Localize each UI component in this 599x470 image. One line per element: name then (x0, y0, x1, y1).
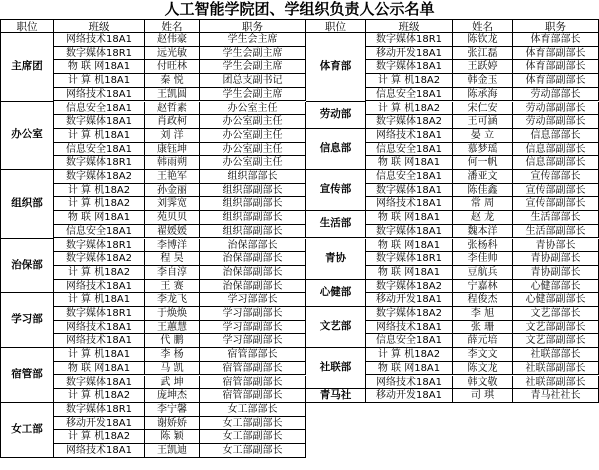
left-role-cell: 学生会副主席 (200, 88, 306, 102)
right-role-cell: 文艺部部长 (513, 307, 599, 321)
right-name-cell: 张江磊 (453, 47, 513, 61)
left-class-cell: 物 联 网18A1 (54, 362, 145, 376)
right-class-cell: 物 联 网18A1 (366, 362, 453, 376)
right-class-cell: 数字媒体18A1 (366, 60, 453, 74)
left-role-cell: 治保部副部长 (200, 266, 306, 280)
right-class-cell: 网络技术18A1 (366, 321, 453, 335)
left-class-cell: 数字媒体18R1 (54, 307, 145, 321)
right-name-cell: 司 琪 (453, 389, 513, 403)
left-class-cell: 数字媒体18R1 (54, 156, 145, 170)
right-group-label: 心健部 (306, 280, 366, 307)
left-name-cell: 李宁馨 (145, 403, 200, 417)
left-class-cell: 网络技术18A1 (54, 334, 145, 348)
right-name-cell: 李文文 (453, 348, 513, 362)
left-role-cell: 学习部副部长 (200, 307, 306, 321)
left-class-cell: 计 算 机18A1 (54, 348, 145, 362)
right-group-label: 体育部 (306, 33, 366, 102)
right-class-cell: 信息安全18A1 (366, 143, 453, 157)
left-class-cell: 网络技术18A1 (54, 444, 145, 458)
right-class-cell: 物 联 网18A1 (366, 156, 453, 170)
left-role-cell: 女工部部长 (200, 403, 306, 417)
right-header-position: 职位 (306, 19, 366, 33)
left-group-label: 学习部 (0, 293, 54, 348)
right-name-cell: 慕梦瑶 (453, 143, 513, 157)
left-role-cell: 学习部副部长 (200, 334, 306, 348)
left-class-cell: 计 算 机18A2 (54, 430, 145, 444)
right-role-cell: 体育部副部长 (513, 60, 599, 74)
left-name-cell: 王凯迪 (145, 444, 200, 458)
left-header-position: 职位 (0, 19, 54, 33)
right-class-cell: 网络技术18A1 (366, 376, 453, 390)
right-role-cell: 文艺部副部长 (513, 334, 599, 348)
right-class-cell: 计 算 机18A2 (366, 102, 453, 116)
right-class-cell: 移动开发18A1 (366, 47, 453, 61)
right-class-cell: 物 联 网18A1 (366, 211, 453, 225)
right-header-name: 姓名 (453, 19, 513, 33)
left-class-cell: 数字媒体18A2 (54, 252, 145, 266)
right-class-cell: 数字媒体18A2 (366, 307, 453, 321)
left-role-cell: 学生会副主席 (200, 60, 306, 74)
left-name-cell: 王艳军 (145, 170, 200, 184)
right-class-cell: 数字媒体18A1 (366, 184, 453, 198)
right-class-cell: 计 算 机18A2 (366, 74, 453, 88)
left-name-cell: 庞坤杰 (145, 389, 200, 403)
left-name-cell: 李自淳 (145, 266, 200, 280)
left-name-cell: 苑贝贝 (145, 211, 200, 225)
right-role-cell: 文艺部副部长 (513, 321, 599, 335)
left-name-cell: 刘 洋 (145, 129, 200, 143)
left-name-cell: 李 杨 (145, 348, 200, 362)
left-role-cell: 宿管部副部长 (200, 362, 306, 376)
left-class-cell: 物 联 网18A1 (54, 211, 145, 225)
left-role-cell: 女工部副部长 (200, 430, 306, 444)
left-name-cell: 陈 颖 (145, 430, 200, 444)
right-role-cell: 宣传部副部长 (513, 197, 599, 211)
right-name-cell: 潘亚文 (453, 170, 513, 184)
right-name-cell: 张杨科 (453, 239, 513, 253)
right-role-cell: 生活部部长 (513, 211, 599, 225)
left-name-cell: 程 昊 (145, 252, 200, 266)
right-name-cell: 宋仁安 (453, 102, 513, 116)
right-class-cell: 数字媒体18R1 (366, 33, 453, 47)
right-name-cell: 何一帆 (453, 156, 513, 170)
right-role-cell: 信息部部长 (513, 129, 599, 143)
right-role-cell: 体育部部长 (513, 33, 599, 47)
left-name-cell: 韩雨朔 (145, 156, 200, 170)
right-class-cell: 计 算 机18A2 (366, 348, 453, 362)
left-group-label: 办公室 (0, 102, 54, 171)
right-name-cell: 张 珊 (453, 321, 513, 335)
left-role-cell: 办公室副主任 (200, 156, 306, 170)
left-role-cell: 组织部副部长 (200, 197, 306, 211)
left-name-cell: 赵伟豪 (145, 33, 200, 47)
right-class-cell: 数字媒体18A2 (366, 115, 453, 129)
right-class-cell: 网络技术18A1 (366, 197, 453, 211)
left-role-cell: 学生会副主席 (200, 47, 306, 61)
right-class-cell: 信息安全18A1 (366, 334, 453, 348)
right-role-cell: 生活部副部长 (513, 225, 599, 239)
left-name-cell: 于焕焕 (145, 307, 200, 321)
left-name-cell: 翟媛媛 (145, 225, 200, 239)
right-name-cell: 晏 立 (453, 129, 513, 143)
left-role-cell: 组织部副部长 (200, 211, 306, 225)
right-role-cell: 青协副部长 (513, 252, 599, 266)
right-role-cell: 青协副部长 (513, 266, 599, 280)
right-group-label: 信息部 (306, 129, 366, 170)
left-role-cell: 办公室副主任 (200, 115, 306, 129)
right-group-label: 青协 (306, 239, 366, 280)
left-class-cell: 网络技术18A1 (54, 88, 145, 102)
left-role-cell: 治保部副部长 (200, 280, 306, 294)
left-class-cell: 数字媒体18R1 (54, 47, 145, 61)
right-class-cell: 信息安全18A1 (366, 88, 453, 102)
left-class-cell: 计 算 机18A1 (54, 129, 145, 143)
left-name-cell: 康钰坤 (145, 143, 200, 157)
right-class-cell: 物 联 网18A1 (366, 266, 453, 280)
left-class-cell: 计 算 机18A1 (54, 293, 145, 307)
document-title: 人工智能学院团、学组织负责人公示名单 (164, 0, 435, 18)
left-name-cell: 肖政柯 (145, 115, 200, 129)
right-role-cell: 青马社社长 (513, 389, 599, 403)
right-group-label: 生活部 (306, 211, 366, 238)
left-class-cell: 信息安全18A1 (54, 143, 145, 157)
left-role-cell: 组织部副部长 (200, 184, 306, 198)
right-role-cell: 社联部副部长 (513, 362, 599, 376)
left-role-cell: 宿管部副部长 (200, 389, 306, 403)
right-class-cell: 数字媒体18A1 (366, 225, 453, 239)
right-name-cell: 陈佳鑫 (453, 184, 513, 198)
right-group-label: 文艺部 (306, 307, 366, 348)
left-role-cell: 组织部副部长 (200, 225, 306, 239)
left-name-cell: 李博洋 (145, 239, 200, 253)
right-name-cell: 韩文敬 (453, 376, 513, 390)
right-role-cell: 社联部副部长 (513, 376, 599, 390)
right-group-label: 劳动部 (306, 102, 366, 129)
right-name-cell: 李佳帅 (453, 252, 513, 266)
right-group-label: 宣传部 (306, 170, 366, 211)
right-role-cell: 心健部副部长 (513, 293, 599, 307)
right-role-cell: 劳动部副部长 (513, 115, 599, 129)
left-name-cell: 王蕙慧 (145, 321, 200, 335)
right-header-class: 班级 (366, 19, 453, 33)
left-class-cell: 数字媒体18A2 (54, 170, 145, 184)
right-class-cell: 网络技术18A1 (366, 129, 453, 143)
left-class-cell: 数字媒体18R1 (54, 403, 145, 417)
right-class-cell: 数字媒体18A2 (366, 280, 453, 294)
left-name-cell: 谢娇娇 (145, 417, 200, 431)
left-role-cell: 学生会主席 (200, 33, 306, 47)
right-class-cell: 物 联 网18A1 (366, 239, 453, 253)
right-role-cell: 社联部部长 (513, 348, 599, 362)
right-role-cell: 信息部副部长 (513, 156, 599, 170)
right-name-cell: 宁嘉林 (453, 280, 513, 294)
left-role-cell: 组织部部长 (200, 170, 306, 184)
left-name-cell: 赵哲素 (145, 102, 200, 116)
right-name-cell: 陈文龙 (453, 362, 513, 376)
left-group-label: 主席团 (0, 33, 54, 102)
right-name-cell: 陈承海 (453, 88, 513, 102)
right-name-cell: 程俊杰 (453, 293, 513, 307)
right-role-cell: 劳动部副部长 (513, 102, 599, 116)
right-name-cell: 韩金玉 (453, 74, 513, 88)
left-name-cell: 秦 悦 (145, 74, 200, 88)
left-class-cell: 计 算 机18A2 (54, 197, 145, 211)
right-name-cell: 赵 龙 (453, 211, 513, 225)
right-role-cell: 信息部副部长 (513, 143, 599, 157)
left-name-cell: 马 凯 (145, 362, 200, 376)
right-class-cell: 移动开发18A1 (366, 293, 453, 307)
right-role-cell: 劳动部部长 (513, 88, 599, 102)
left-class-cell: 信息安全18A1 (54, 102, 145, 116)
left-class-cell: 数字媒体18A1 (54, 115, 145, 129)
right-role-cell: 青协部长 (513, 239, 599, 253)
right-name-cell: 王可涵 (453, 115, 513, 129)
right-class-cell: 移动开发18A1 (366, 389, 453, 403)
right-class-cell: 信息安全18A1 (366, 170, 453, 184)
left-name-cell: 王 赛 (145, 280, 200, 294)
right-group-label: 青马社 (306, 389, 366, 403)
left-group-label: 女工部 (0, 403, 54, 458)
left-role-cell: 办公室副主任 (200, 143, 306, 157)
right-role-cell: 心健部部长 (513, 280, 599, 294)
left-class-cell: 移动开发18A1 (54, 417, 145, 431)
left-role-cell: 办公室副主任 (200, 129, 306, 143)
right-name-cell: 豆航兵 (453, 266, 513, 280)
right-name-cell: 薛元培 (453, 334, 513, 348)
right-role-cell: 宣传部副部长 (513, 184, 599, 198)
left-class-cell: 计 算 机18A2 (54, 184, 145, 198)
left-name-cell: 刘霁宽 (145, 197, 200, 211)
left-class-cell: 网络技术18A1 (54, 280, 145, 294)
right-name-cell: 魏本洋 (453, 225, 513, 239)
left-class-cell: 网络技术18A1 (54, 321, 145, 335)
left-class-cell: 信息安全18A1 (54, 225, 145, 239)
left-role-cell: 学习部部长 (200, 293, 306, 307)
left-name-cell: 远光敏 (145, 47, 200, 61)
left-role-cell: 宿管部部长 (200, 348, 306, 362)
left-header-name: 姓名 (145, 19, 200, 33)
left-name-cell: 王凯圆 (145, 88, 200, 102)
left-name-cell: 代 鹏 (145, 334, 200, 348)
right-role-cell: 体育部副部长 (513, 47, 599, 61)
left-role-cell: 女工部副部长 (200, 444, 306, 458)
right-name-cell: 陈钦龙 (453, 33, 513, 47)
right-name-cell: 李 旭 (453, 307, 513, 321)
left-name-cell: 李龙飞 (145, 293, 200, 307)
left-role-cell: 治保部部长 (200, 239, 306, 253)
left-class-cell: 数字媒体18R1 (54, 239, 145, 253)
left-name-cell: 孙金丽 (145, 184, 200, 198)
right-role-cell: 体育部副部长 (513, 74, 599, 88)
left-group-label: 组织部 (0, 170, 54, 239)
left-class-cell: 物 联 网18A1 (54, 60, 145, 74)
left-class-cell: 计 算 机18A1 (54, 74, 145, 88)
left-role-cell: 办公室主任 (200, 102, 306, 116)
right-name-cell: 王跃婷 (453, 60, 513, 74)
left-group-label: 宿管部 (0, 348, 54, 403)
right-role-cell: 宣传部部长 (513, 170, 599, 184)
left-role-cell: 团总支副书记 (200, 74, 306, 88)
left-class-cell: 计 算 机18A2 (54, 266, 145, 280)
left-name-cell: 武 坤 (145, 376, 200, 390)
left-name-cell: 付旺林 (145, 60, 200, 74)
right-class-cell: 数字媒体18R1 (366, 252, 453, 266)
left-header-role: 职务 (200, 19, 306, 33)
right-name-cell: 常 周 (453, 197, 513, 211)
left-group-label: 治保部 (0, 239, 54, 294)
left-role-cell: 治保部副部长 (200, 252, 306, 266)
left-role-cell: 宿管部副部长 (200, 376, 306, 390)
left-class-cell: 网络技术18A1 (54, 33, 145, 47)
right-header-role: 职务 (513, 19, 599, 33)
left-class-cell: 计 算 机18A2 (54, 389, 145, 403)
left-role-cell: 女工部副部长 (200, 417, 306, 431)
left-role-cell: 学习部副部长 (200, 321, 306, 335)
left-class-cell: 数字媒体18A1 (54, 376, 145, 390)
right-group-label: 社联部 (306, 348, 366, 389)
left-header-class: 班级 (54, 19, 145, 33)
